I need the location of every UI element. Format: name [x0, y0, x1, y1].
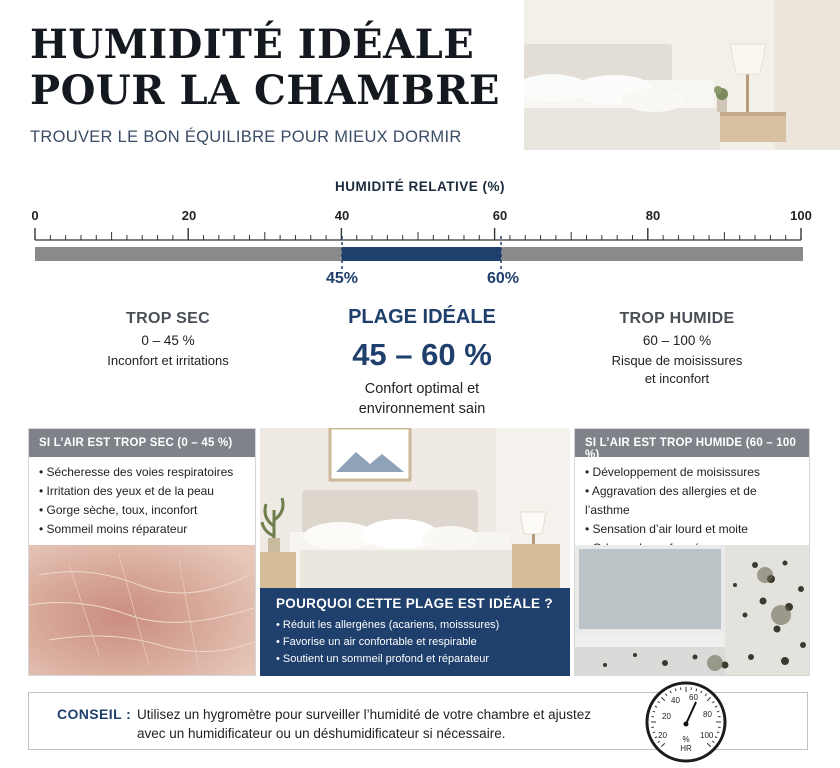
gauge-label: 20: [662, 712, 671, 721]
tick-label: 40: [334, 208, 350, 223]
ideal-min-marker: 45%: [325, 270, 359, 287]
panel-heading: SI L’AIR EST TROP HUMIDE (60 – 100 %): [575, 429, 809, 457]
list-item: • Irritation des yeux et de la peau: [39, 482, 245, 501]
gauge-label: 80: [703, 710, 712, 719]
list-item: • Sommeil moins réparateur: [39, 520, 245, 539]
list-item: • Sécheresse des voies respiratoires: [39, 463, 245, 482]
zone-range: 45 – 60 %: [352, 337, 492, 372]
ideal-range-guides: [0, 226, 840, 276]
bedroom-header-image: [524, 0, 840, 150]
zone-description: Risque de moisissures: [611, 353, 743, 368]
zone-ideal: [302, 306, 542, 419]
ideal-max-marker: 60%: [486, 270, 520, 287]
tip-label: CONSEIL :: [57, 706, 132, 722]
gauge-label: 40: [671, 696, 680, 705]
tick-label: 60: [492, 208, 508, 223]
page-subtitle: TROUVER LE BON ÉQUILIBRE POUR MIEUX DORMIR: [30, 128, 462, 146]
zone-heading: PLAGE IDÉALE: [348, 306, 496, 328]
list-item: • Favorise un air confortable et respirable: [276, 634, 554, 651]
zone-description: et inconfort: [644, 371, 710, 386]
zone-range: 0 – 45 %: [141, 333, 195, 348]
zone-heading: TROP SEC: [126, 310, 210, 327]
humidity-scale-title: HUMIDITÉ RELATIVE (%): [335, 179, 505, 194]
zone-too-humid: [577, 310, 777, 388]
zone-heading: TROP HUMIDE: [619, 310, 735, 327]
zone-description: environnement sain: [358, 401, 486, 417]
moldy-window-image: [575, 545, 810, 675]
tip-text: [137, 705, 627, 743]
dry-effects-list: [29, 457, 255, 539]
dry-skin-image: [29, 545, 256, 675]
zone-range: 60 – 100 %: [642, 333, 712, 348]
gauge-label: 60: [689, 693, 698, 702]
list-item: • Gorge sèche, toux, inconfort: [39, 501, 245, 520]
list-item: • Soutient un sommeil profond et réparateur: [276, 651, 554, 668]
humid-air-panel: [574, 428, 810, 676]
hygrometer-gauge-icon: [644, 680, 728, 764]
gauge-label: 20: [658, 731, 667, 740]
gauge-label: 100: [700, 731, 714, 740]
list-item: • Aggravation des allergies et de l’asthme: [585, 482, 799, 520]
list-item: • Réduit les allergènes (acariens, moisssures): [276, 617, 554, 634]
why-ideal-title: POURQUOI CETTE PLAGE EST IDÉALE ?: [276, 596, 553, 611]
bedroom-image: [260, 428, 570, 588]
tick-label: 20: [181, 208, 197, 223]
gauge-unit: %: [682, 735, 690, 744]
zone-too-dry: [107, 310, 228, 370]
list-item: • Développement de moisissures: [585, 463, 799, 482]
ideal-center-panel: [260, 428, 570, 676]
tip-text-line: Utilisez un hygromètre pour surveiller l’humidité de votre chambre et ajustez: [137, 707, 591, 722]
gauge-unit: HR: [680, 744, 692, 753]
tick-label: 80: [645, 208, 661, 223]
dry-air-panel: [28, 428, 256, 676]
why-ideal-list: [276, 617, 554, 668]
panel-heading: SI L’AIR EST TROP SEC (0 – 45 %): [29, 429, 255, 457]
tick-label: 0: [31, 208, 39, 223]
why-ideal-box: [260, 588, 570, 676]
title-line-1: HUMIDITÉ IDÉALE: [30, 21, 475, 68]
tip-text-line: avec un humidificateur ou un déshumidificateur si nécessaire.: [137, 726, 506, 741]
zone-description: Inconfort et irritations: [107, 353, 229, 368]
zone-description: Confort optimal et: [364, 381, 480, 397]
page-title: [30, 22, 500, 114]
list-item: • Sensation d’air lourd et moite: [585, 520, 799, 539]
tick-label: 100: [790, 208, 812, 223]
humid-effects-list: [575, 457, 809, 558]
title-line-2: POUR LA CHAMBRE: [30, 67, 501, 114]
